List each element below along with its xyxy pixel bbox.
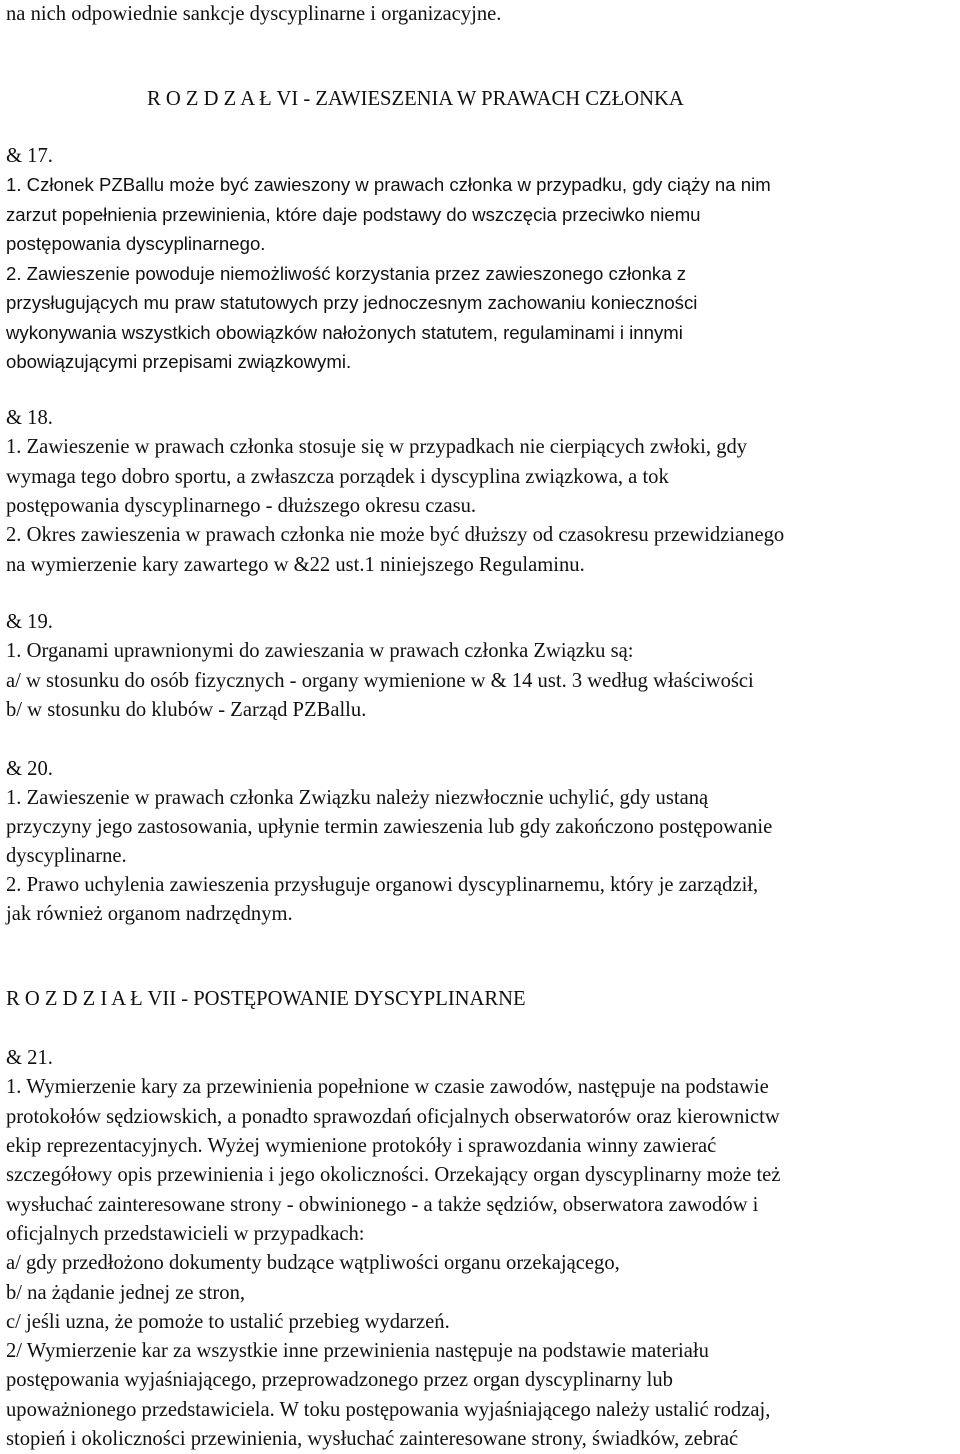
section-18-p1-line1: 1. Zawieszenie w prawach członka stosuje się w przypadkach nie cierpiących zwłoki, gdy bbox=[6, 436, 748, 458]
chapter-6-heading: R O Z D Z A Ł VI - ZAWIESZENIA W PRAWACH CZŁONKA bbox=[147, 88, 684, 110]
section-20-p1-line1: 1. Zawieszenie w prawach członka Związku należy niezwłocznie uchylić, gdy ustaną bbox=[6, 787, 709, 809]
section-21-line4: szczegółowy opis przewinienia i jego okoliczności. Orzekający organ dyscyplinarny może też bbox=[6, 1164, 781, 1186]
section-17-title: & 17. bbox=[6, 145, 53, 167]
section-21-line6: oficjalnych przedstawicieli w przypadkach: bbox=[6, 1223, 365, 1245]
section-21-line1: 1. Wymierzenie kary za przewinienia popełnione w czasie zawodów, następuje na podstawie bbox=[6, 1076, 769, 1098]
section-17-p1-line3: postępowania dyscyplinarnego. bbox=[6, 233, 266, 254]
section-20-p2-line1: 2. Prawo uchylenia zawieszenia przysługuje organowi dyscyplinarnemu, który je zarządził, bbox=[6, 874, 759, 896]
section-21-line12: upoważnionego przedstawiciela. W toku postępowania wyjaśniającego należy ustalić rodzaj, bbox=[6, 1399, 771, 1421]
section-21-line2: protokołów sędziowskich, a ponadto sprawozdań oficjalnych obserwatorów oraz kierownictw bbox=[6, 1106, 780, 1128]
section-21-line5: wysłuchać zainteresowane strony - obwinionego - a także sędziów, obserwatora zawodów i bbox=[6, 1194, 759, 1216]
section-18-p1-line3: postępowania dyscyplinarnego - dłuższego okresu czasu. bbox=[6, 495, 477, 517]
section-21-line11: postępowania wyjaśniającego, przeprowadzonego przez organ dyscyplinarny lub bbox=[6, 1369, 673, 1391]
intro-text: na nich odpowiednie sankcje dyscyplinarne i organizacyjne. bbox=[6, 3, 502, 25]
section-18-p1-line2: wymaga tego dobro sportu, a zwłaszcza porządek i dyscyplina związkowa, a tok bbox=[6, 466, 669, 488]
section-17-p1-line2: zarzut popełnienia przewinienia, które daje podstawy do wszczęcia przeciwko niemu bbox=[6, 204, 701, 225]
chapter-7-heading: R O Z D Z I A Ł VII - POSTĘPOWANIE DYSCYPLINARNE bbox=[6, 988, 526, 1010]
section-17-p2-line3: wykonywania wszystkich obowiązków nałożonych statutem, regulaminami i innymi bbox=[6, 322, 683, 343]
section-17-p2-line1: 2. Zawieszenie powoduje niemożliwość korzystania przez zawieszonego członka z bbox=[6, 263, 687, 284]
section-19-line3: b/ w stosunku do klubów - Zarząd PZBallu. bbox=[6, 699, 367, 721]
section-20-p1-line3: dyscyplinarne. bbox=[6, 845, 127, 867]
section-21-line13: stopień i okoliczności przewinienia, wysłuchać zainteresowane strony, świadków, zebrać bbox=[6, 1428, 739, 1450]
section-20-title: & 20. bbox=[6, 758, 53, 780]
section-17-p2-line2: przysługujących mu praw statutowych przy jednoczesnym zachowaniu konieczności bbox=[6, 292, 698, 313]
section-17-p2-line4: obowiązującymi przepisami związkowymi. bbox=[6, 351, 352, 372]
section-18-p2-line1: 2. Okres zawieszenia w prawach członka nie może być dłuższy od czasokresu przewidzianego bbox=[6, 524, 785, 546]
section-18-p2-line2: na wymierzenie kary zawartego w &22 ust.1 niniejszego Regulaminu. bbox=[6, 554, 585, 576]
section-20-p2-line2: jak również organom nadrzędnym. bbox=[6, 903, 293, 925]
section-19-line1: 1. Organami uprawnionymi do zawieszania w prawach członka Związku są: bbox=[6, 640, 634, 662]
section-21-title: & 21. bbox=[6, 1047, 53, 1069]
section-19-title: & 19. bbox=[6, 611, 53, 633]
section-21-line3: ekip reprezentacyjnych. Wyżej wymienione protokóły i sprawozdania winny zawierać bbox=[6, 1135, 717, 1157]
section-18-title: & 18. bbox=[6, 407, 53, 429]
section-21-line9: c/ jeśli uzna, że pomoże to ustalić przebieg wydarzeń. bbox=[6, 1311, 450, 1333]
section-20-p1-line2: przyczyny jego zastosowania, upłynie termin zawieszenia lub gdy zakończono postępowanie bbox=[6, 816, 773, 838]
section-17-p1-line1: 1. Członek PZBallu może być zawieszony w prawach członka w przypadku, gdy ciąży na nim bbox=[6, 174, 771, 195]
section-21-line7: a/ gdy przedłożono dokumenty budzące wątpliwości organu orzekającego, bbox=[6, 1252, 620, 1274]
section-21-line8: b/ na żądanie jednej ze stron, bbox=[6, 1282, 246, 1304]
section-19-line2: a/ w stosunku do osób fizycznych - organy wymienione w & 14 ust. 3 według właściwości bbox=[6, 670, 754, 692]
section-21-line10: 2/ Wymierzenie kar za wszystkie inne przewinienia następuje na podstawie materiału bbox=[6, 1340, 709, 1362]
